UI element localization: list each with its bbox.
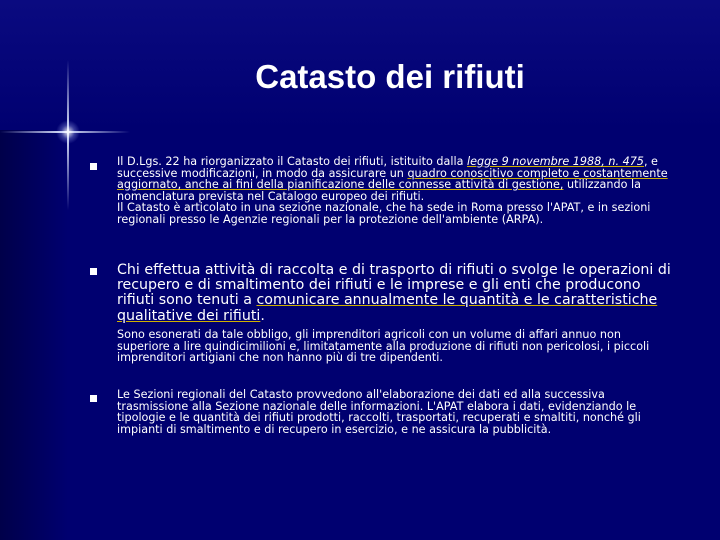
bullet-2-subtext: Sono esonerati da tale obbligo, gli imprenditori agricoli con un volume di affari annuo non superiore a lire quindicimilioni e, limitatamente alla produzione di rifiuti non pericolosi, i piccoli imprenditori artigiani che non hanno più di tre dipendenti. [117, 328, 650, 365]
comunicare-annualmente-link[interactable]: comunicare annualmente le quantità e le caratteristiche qualitative dei rifiuti [117, 292, 658, 324]
legge-475-link[interactable]: legge 9 novembre 1988, n. 475 [467, 155, 644, 168]
bullet-2-text: Chi effettua attività di raccolta e di trasporto di rifiuti o svolge le operazioni di recupero e di smaltimento dei rifiuti e le imprese e gli enti che producono rifiuti sono tenuti a comunicare annualmente le quantità e le caratteristiche qualitative dei rifiuti. [117, 262, 671, 324]
bullet-1-text: Il D.Lgs. 22 ha riorganizzato il Catasto dei rifiuti, istituito dalla legge 9 novembre 1988, n. 475, e successive modificazioni, in modo da assicurare un quadro conoscitivo completo e costantemente aggiornato, anche ai fini della pianificazione delle connesse attività di gestione, utilizzando la nomenclatura prevista nel Catalogo europeo dei rifiuti. Il Catasto è articolato in una sezione nazionale, che ha sede in Roma presso l'APAT, e in sezioni regionali presso le Agenzie regionali per la protezione dell'ambiente (ARPA). [117, 156, 677, 226]
bullet-1-subtext: Il Catasto è articolato in una sezione nazionale, che ha sede in Roma presso l'APAT, e in sezioni regionali presso le Agenzie regionali per la protezione dell'ambiente (ARPA). [117, 201, 651, 226]
slide-title: Catasto dei rifiuti [255, 58, 525, 95]
bullet-marker-3 [90, 395, 97, 402]
quadro-conoscitivo-link[interactable]: quadro conoscitivo completo e costantemente aggiornato, anche ai fini della pianificazione delle connesse attività di gestione, [117, 166, 668, 192]
bullet-marker-1 [90, 163, 97, 170]
bullet-marker-2 [90, 268, 97, 275]
decorative-cross-glow [56, 120, 80, 144]
bullet-3-text: Le Sezioni regionali del Catasto provvedono all'elaborazione dei dati ed alla successiva trasmissione alla Sezione nazionale delle informazioni. L'APAT elabora i dati, evidenziando le tipologie e le quantità dei rifiuti prodotti, raccolti, trasportati, recuperati e smaltiti, nonché gli impianti di smaltimento e di recupero in esercizio, e ne assicura la pubblicità. [117, 388, 641, 436]
